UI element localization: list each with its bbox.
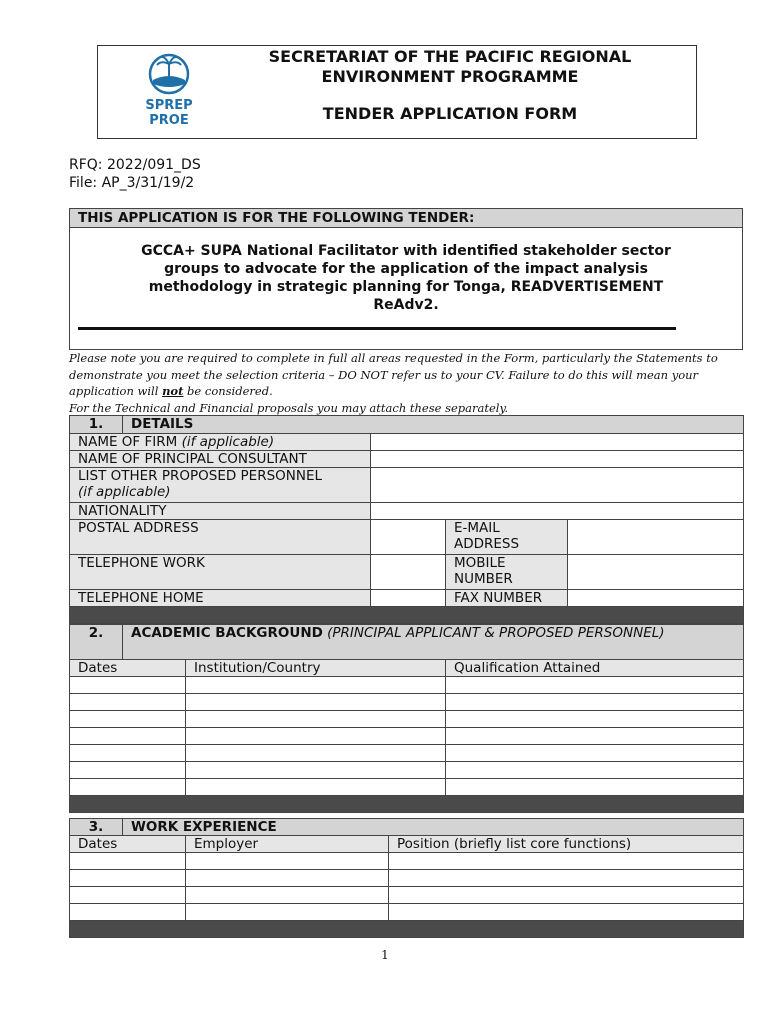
- input-nationality[interactable]: [371, 503, 744, 520]
- label-principal-consultant: NAME OF PRINCIPAL CONSULTANT: [70, 451, 371, 468]
- input-cell[interactable]: [446, 677, 744, 694]
- work-experience-table: [69, 818, 744, 938]
- file-reference: File: AP_3/31/19/2: [69, 175, 195, 191]
- rfq-reference: RFQ: 2022/091_DS: [69, 157, 201, 173]
- note-line2: For the Technical and Financial proposals you may attach these separately.: [69, 400, 509, 415]
- table-row: [70, 728, 744, 745]
- input-mobile-number[interactable]: [568, 555, 744, 590]
- input-cell[interactable]: [446, 711, 744, 728]
- org-name-line1: SECRETARIAT OF THE PACIFIC REGIONAL: [268, 47, 632, 66]
- input-cell[interactable]: [70, 853, 186, 870]
- tender-line: ReAdv2.: [373, 297, 439, 313]
- input-principal-consultant[interactable]: [371, 451, 744, 468]
- details-table: [69, 415, 744, 624]
- tender-line: GCCA+ SUPA National Facilitator with identified stakeholder sector: [141, 243, 671, 259]
- table-row: [70, 887, 744, 904]
- svg-text:SPREP: SPREP: [145, 98, 193, 113]
- input-postal-address[interactable]: [371, 520, 446, 555]
- note-text-end: be considered.: [183, 384, 273, 398]
- input-cell[interactable]: [186, 694, 446, 711]
- input-fax-number[interactable]: [568, 590, 744, 607]
- input-cell[interactable]: [70, 745, 186, 762]
- input-cell[interactable]: [70, 711, 186, 728]
- section-title: WORK EXPERIENCE: [123, 819, 744, 836]
- col-header-qualification: Qualification Attained: [446, 660, 744, 677]
- tender-line: methodology in strategic planning for Tonga, READVERTISEMENT: [148, 279, 664, 295]
- input-cell[interactable]: [186, 853, 389, 870]
- label-nationality: NATIONALITY: [70, 503, 371, 520]
- table-row: [70, 853, 744, 870]
- tender-underline: [78, 327, 676, 330]
- input-cell[interactable]: [186, 711, 446, 728]
- col-header-institution: Institution/Country: [186, 660, 446, 677]
- input-cell[interactable]: [389, 887, 744, 904]
- table-row: [70, 677, 744, 694]
- table-row: [70, 694, 744, 711]
- academic-table: [69, 624, 744, 813]
- label-telephone-work: TELEPHONE WORK: [70, 555, 371, 590]
- input-cell[interactable]: [186, 904, 389, 921]
- input-cell[interactable]: [446, 694, 744, 711]
- section-divider: [70, 796, 744, 813]
- input-cell[interactable]: [389, 904, 744, 921]
- label-email-address: E-MAIL ADDRESS: [446, 520, 568, 555]
- input-cell[interactable]: [186, 745, 446, 762]
- table-row: [70, 904, 744, 921]
- input-cell[interactable]: [446, 745, 744, 762]
- table-row: [70, 711, 744, 728]
- col-header-employer: Employer: [186, 836, 389, 853]
- table-row: [70, 779, 744, 796]
- label-other-personnel: LIST OTHER PROPOSED PERSONNEL (if applicable): [70, 468, 371, 503]
- input-cell[interactable]: [70, 762, 186, 779]
- input-cell[interactable]: [446, 728, 744, 745]
- label-name-of-firm: NAME OF FIRM (if applicable): [70, 434, 371, 451]
- tender-box: [69, 208, 743, 350]
- input-telephone-work[interactable]: [371, 555, 446, 590]
- label-mobile-number: MOBILE NUMBER: [446, 555, 568, 590]
- input-cell[interactable]: [70, 694, 186, 711]
- label-telephone-home: TELEPHONE HOME: [70, 590, 371, 607]
- input-cell[interactable]: [186, 677, 446, 694]
- input-cell[interactable]: [70, 779, 186, 796]
- input-other-personnel[interactable]: [371, 468, 744, 503]
- sprep-logo: [139, 50, 199, 128]
- section-number: 1.: [70, 416, 123, 434]
- input-cell[interactable]: [446, 779, 744, 796]
- label-fax-number: FAX NUMBER: [446, 590, 568, 607]
- tender-heading: THIS APPLICATION IS FOR THE FOLLOWING TENDER:: [70, 209, 742, 228]
- col-header-dates: Dates: [70, 660, 186, 677]
- section-divider: [70, 607, 744, 624]
- org-name-line2: ENVIRONMENT PROGRAMME: [321, 67, 579, 86]
- input-cell[interactable]: [186, 870, 389, 887]
- input-cell[interactable]: [446, 762, 744, 779]
- input-cell[interactable]: [186, 762, 446, 779]
- note-text: Please note you are required to complete in full all areas requested in the Form, particularly the Statements to demonstrate you meet the selection criteria – DO NOT refer us to your CV. Failure to do this will mean your application will: [69, 351, 718, 398]
- org-name: [230, 47, 670, 87]
- page-number: 1: [381, 948, 389, 962]
- input-cell[interactable]: [70, 728, 186, 745]
- note-not: not: [162, 384, 184, 398]
- input-cell[interactable]: [186, 728, 446, 745]
- form-title: TENDER APPLICATION FORM: [322, 104, 578, 123]
- input-cell[interactable]: [389, 870, 744, 887]
- input-cell[interactable]: [70, 904, 186, 921]
- label-postal-address: POSTAL ADDRESS: [70, 520, 371, 555]
- col-header-dates: Dates: [70, 836, 186, 853]
- input-cell[interactable]: [70, 870, 186, 887]
- input-cell[interactable]: [70, 887, 186, 904]
- section-title: ACADEMIC BACKGROUND (PRINCIPAL APPLICANT & PROPOSED PERSONNEL): [123, 625, 744, 660]
- tender-description: [70, 228, 742, 314]
- table-row: [70, 870, 744, 887]
- tender-line: groups to advocate for the application of the impact analysis: [164, 261, 648, 277]
- table-row: [70, 745, 744, 762]
- input-cell[interactable]: [186, 779, 446, 796]
- input-cell[interactable]: [70, 677, 186, 694]
- svg-text:PROE: PROE: [149, 113, 189, 128]
- input-cell[interactable]: [389, 853, 744, 870]
- section-number: 2.: [70, 625, 123, 660]
- section-divider: [70, 921, 744, 938]
- input-name-of-firm[interactable]: [371, 434, 744, 451]
- input-telephone-home[interactable]: [371, 590, 446, 607]
- section-number: 3.: [70, 819, 123, 836]
- section-title: DETAILS: [123, 416, 744, 434]
- input-email-address[interactable]: [568, 520, 744, 555]
- col-header-position: Position (briefly list core functions): [389, 836, 744, 853]
- input-cell[interactable]: [186, 887, 389, 904]
- table-row: [70, 762, 744, 779]
- instructions-note: [69, 350, 743, 416]
